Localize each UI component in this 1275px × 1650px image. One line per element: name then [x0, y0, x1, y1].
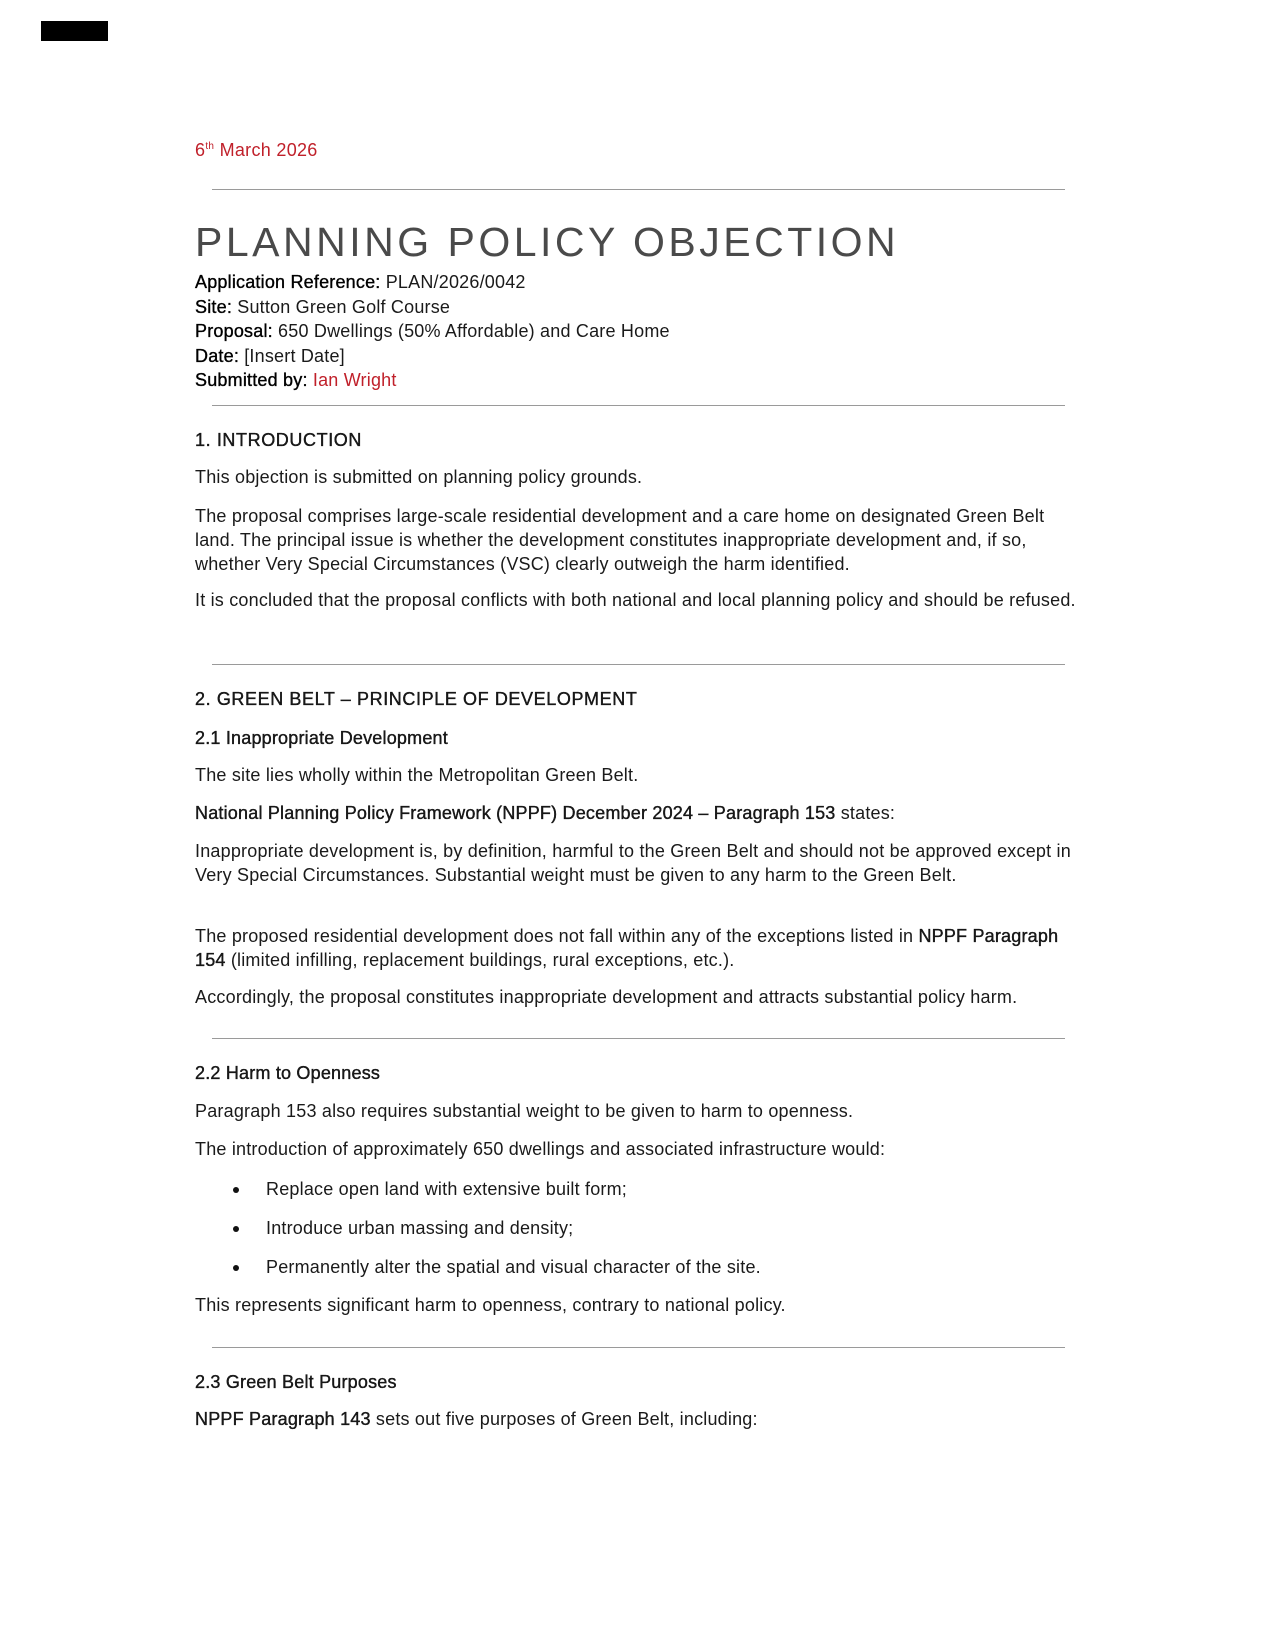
site-row: Site: Sutton Green Golf Course	[195, 296, 451, 317]
bullet-icon	[233, 1187, 239, 1193]
subsection-heading: 2.3 Green Belt Purposes	[195, 1372, 397, 1392]
divider	[212, 405, 1065, 406]
paragraph: The introduction of approximately 650 dwellings and associated infrastructure would:	[195, 1139, 886, 1159]
paragraph: Accordingly, the proposal constitutes inappropriate development and attracts substantial policy harm.	[195, 987, 1018, 1007]
divider	[212, 1347, 1065, 1348]
quoted-policy-paragraph: Inappropriate development is, by definition, harmful to the Green Belt and should not be approved except in Very Special Circumstances. Substantial weight must be given to any harm to the Green Belt.	[195, 841, 1071, 885]
divider	[212, 664, 1065, 665]
bullet-icon	[233, 1226, 239, 1232]
paragraph: The proposal comprises large-scale residential development and a care home on designated Green Belt land. The principal issue is whether the development constitutes inappropriate development and, if so, whether Very Special Circumstances (VSC) clearly outweigh the harm identified.	[195, 506, 1045, 574]
application-reference-row: Application Reference: PLAN/2026/0042	[195, 272, 526, 292]
subsection-heading: 2.1 Inappropriate Development	[195, 728, 448, 748]
paragraph: This objection is submitted on planning policy grounds.	[195, 467, 643, 487]
paragraph: Paragraph 153 also requires substantial weight to be given to harm to openness.	[195, 1101, 854, 1121]
bullet-icon	[233, 1265, 239, 1271]
section-heading-green-belt: 2. GREEN BELT – PRINCIPLE OF DEVELOPMENT	[195, 689, 638, 709]
redaction-bar	[41, 21, 108, 41]
application-details	[195, 270, 670, 393]
divider	[212, 1038, 1065, 1039]
date-row: Date: [Insert Date]	[195, 345, 345, 366]
document-title: PLANNING POLICY OBJECTION	[195, 219, 900, 265]
divider	[212, 189, 1065, 190]
submitted-by-row: Submitted by: Ian Wright	[195, 370, 397, 390]
paragraph: It is concluded that the proposal conflicts with both national and local planning policy and should be refused.	[195, 590, 1076, 610]
paragraph: The proposed residential development does not fall within any of the exceptions listed in NPPF Paragraph 154 (limited infilling, replacement buildings, rural exceptions, etc.).	[195, 926, 1059, 970]
paragraph: The site lies wholly within the Metropolitan Green Belt.	[195, 765, 639, 785]
paragraph: This represents significant harm to openness, contrary to national policy.	[195, 1295, 786, 1315]
proposal-row: Proposal: 650 Dwellings (50% Affordable) and Care Home	[195, 321, 670, 341]
letter-date: 6th March 2026	[195, 140, 318, 160]
paragraph: National Planning Policy Framework (NPPF) December 2024 – Paragraph 153 states:	[195, 803, 896, 823]
section-heading-introduction: 1. INTRODUCTION	[195, 430, 363, 450]
paragraph: NPPF Paragraph 143 sets out five purposes of Green Belt, including:	[195, 1409, 758, 1429]
subsection-heading: 2.2 Harm to Openness	[195, 1063, 381, 1083]
